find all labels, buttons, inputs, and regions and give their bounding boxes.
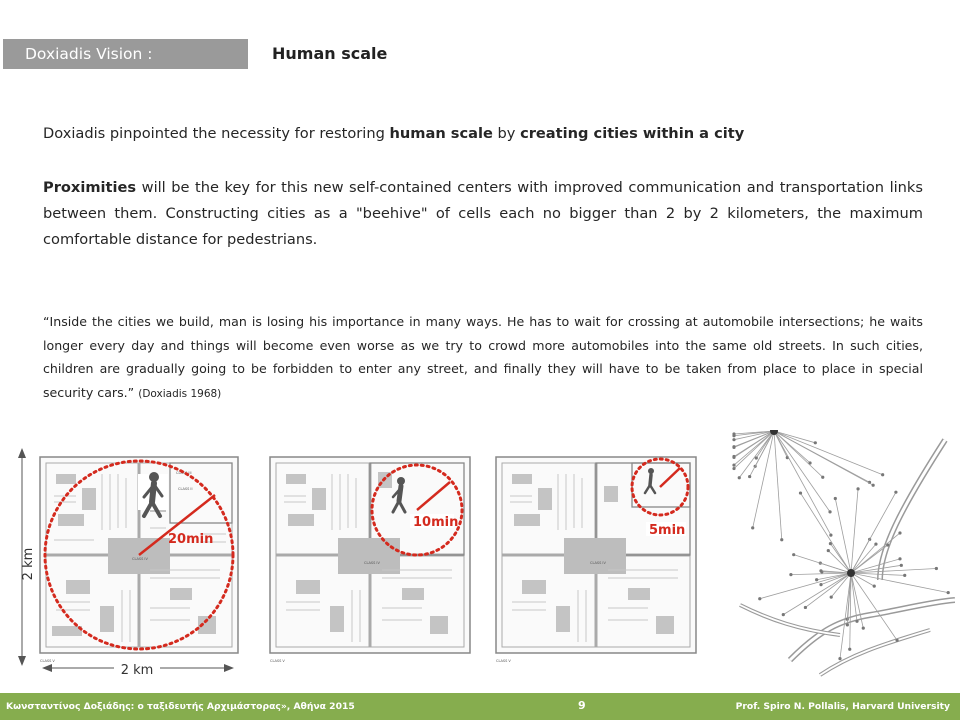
network-node bbox=[855, 620, 858, 623]
walk-time-label: 10min bbox=[413, 515, 459, 530]
footer-title: Κωνσταντίνος Δοξιάδης: ο ταξιδευτής Αρχιμάστορας», Αθήνα 2015 bbox=[6, 701, 355, 712]
network-spoke bbox=[774, 431, 782, 540]
network-spoke bbox=[851, 489, 858, 573]
walk-time-label: 5min bbox=[649, 523, 686, 538]
network-spoke bbox=[750, 431, 774, 477]
proximities-text: will be the key for this new self-contained centers with improved communication and transportation links between them. Constructing cities as a "beehive" of cells each no bigger than 2 by 2 kilometers, the maximum comfortable distance for pedestrians. bbox=[43, 179, 923, 248]
diagram-panel-5min bbox=[492, 430, 712, 670]
network-node bbox=[732, 446, 735, 449]
dim-vertical-label: 2 km bbox=[21, 547, 36, 581]
network-diagram bbox=[730, 430, 955, 680]
network-node bbox=[732, 467, 735, 470]
network-node bbox=[732, 438, 735, 441]
network-node bbox=[846, 623, 849, 626]
network-node bbox=[799, 491, 802, 494]
network-spoke bbox=[840, 573, 851, 659]
network-node bbox=[758, 597, 761, 600]
network-node bbox=[780, 538, 783, 541]
network-node bbox=[873, 585, 876, 588]
network-hub-node bbox=[847, 569, 855, 577]
diagram-panel-10min bbox=[266, 430, 486, 670]
intro-bold-2: creating cities within a city bbox=[520, 125, 745, 142]
city-cell-plan bbox=[496, 457, 696, 663]
network-node bbox=[732, 432, 735, 435]
network-spoke bbox=[851, 573, 948, 593]
network-node bbox=[830, 595, 833, 598]
intro-text-mid: by bbox=[492, 125, 521, 142]
network-node bbox=[947, 591, 950, 594]
class-label: CLASS V bbox=[496, 659, 511, 663]
quote-citation: (Doxiadis 1968) bbox=[138, 387, 222, 400]
doxiadis-quote bbox=[43, 310, 923, 406]
network-spoke bbox=[774, 431, 883, 475]
slide-title: Human scale bbox=[272, 44, 388, 63]
network-node bbox=[804, 606, 807, 609]
class-label: CLASS V bbox=[270, 659, 285, 663]
intro-paragraph bbox=[43, 121, 923, 147]
intro-text: Doxiadis pinpointed the necessity for restoring bbox=[43, 125, 390, 142]
network-node bbox=[732, 464, 735, 467]
network-node bbox=[751, 526, 754, 529]
network-node bbox=[881, 473, 884, 476]
proximities-paragraph bbox=[43, 175, 923, 253]
network-node bbox=[838, 657, 841, 660]
class-label: CLASS II bbox=[178, 487, 193, 491]
class-label: CLASS IV bbox=[364, 561, 380, 565]
city-cell-plan bbox=[270, 457, 470, 663]
section-tag: Doxiadis Vision : bbox=[3, 39, 248, 69]
dimension-horizontal bbox=[42, 660, 234, 678]
network-spoke bbox=[774, 431, 830, 512]
network-spoke bbox=[791, 573, 851, 575]
network-node bbox=[872, 484, 875, 487]
quote-text: “Inside the cities we build, man is losing his importance in many ways. He has to wait for crossing at automobile intersections; he waits longer every day and things will become even worse as we try to crowd more automobiles into the same old streets. In such cities, children are gradually going to be forbidden to enter any street, and finally they will have to be taken from place to place in special security cars.” bbox=[43, 314, 923, 400]
network-node bbox=[903, 574, 906, 577]
network-node bbox=[819, 583, 822, 586]
footer-author: Prof. Spiro N. Pollalis, Harvard University bbox=[735, 701, 950, 712]
network-node bbox=[862, 627, 865, 630]
network-spoke bbox=[805, 573, 851, 607]
network-node bbox=[827, 549, 830, 552]
network-node bbox=[821, 476, 824, 479]
network-node bbox=[856, 487, 859, 490]
network-spoke bbox=[734, 431, 774, 469]
pedestrian-icon bbox=[138, 472, 168, 516]
network-node bbox=[792, 553, 795, 556]
network-node bbox=[748, 475, 751, 478]
class-label: CLASS IV bbox=[132, 557, 148, 561]
network-node bbox=[738, 476, 741, 479]
network-node bbox=[815, 578, 818, 581]
network-node bbox=[894, 491, 897, 494]
network-node bbox=[895, 639, 898, 642]
network-node bbox=[789, 573, 792, 576]
class-label: CLASS V bbox=[40, 659, 55, 663]
network-node bbox=[829, 533, 832, 536]
network-node bbox=[898, 531, 901, 534]
dim-horizontal-label: 2 km bbox=[120, 663, 154, 678]
network-spoke bbox=[851, 573, 897, 640]
network-node bbox=[814, 441, 817, 444]
class-label: CLASS III bbox=[176, 471, 192, 475]
network-spoke bbox=[760, 573, 851, 599]
intro-bold-1: human scale bbox=[389, 125, 493, 142]
network-node bbox=[848, 648, 851, 651]
network-node bbox=[782, 613, 785, 616]
network-node bbox=[819, 569, 822, 572]
network-node bbox=[935, 567, 938, 570]
dimension-vertical bbox=[18, 448, 36, 666]
diagram-panel-20min bbox=[10, 430, 250, 680]
proximities-bold: Proximities bbox=[43, 179, 137, 196]
network-spoke bbox=[851, 544, 876, 573]
network-node bbox=[732, 456, 735, 459]
network-node bbox=[898, 557, 901, 560]
network-node bbox=[828, 510, 831, 513]
walk-time-label: 20min bbox=[168, 532, 214, 547]
class-label: CLASS IV bbox=[590, 561, 606, 565]
footer-bar bbox=[0, 693, 960, 720]
network-node bbox=[834, 497, 837, 500]
network-node bbox=[900, 564, 903, 567]
page-number: 9 bbox=[578, 699, 586, 712]
network-node bbox=[874, 543, 877, 546]
